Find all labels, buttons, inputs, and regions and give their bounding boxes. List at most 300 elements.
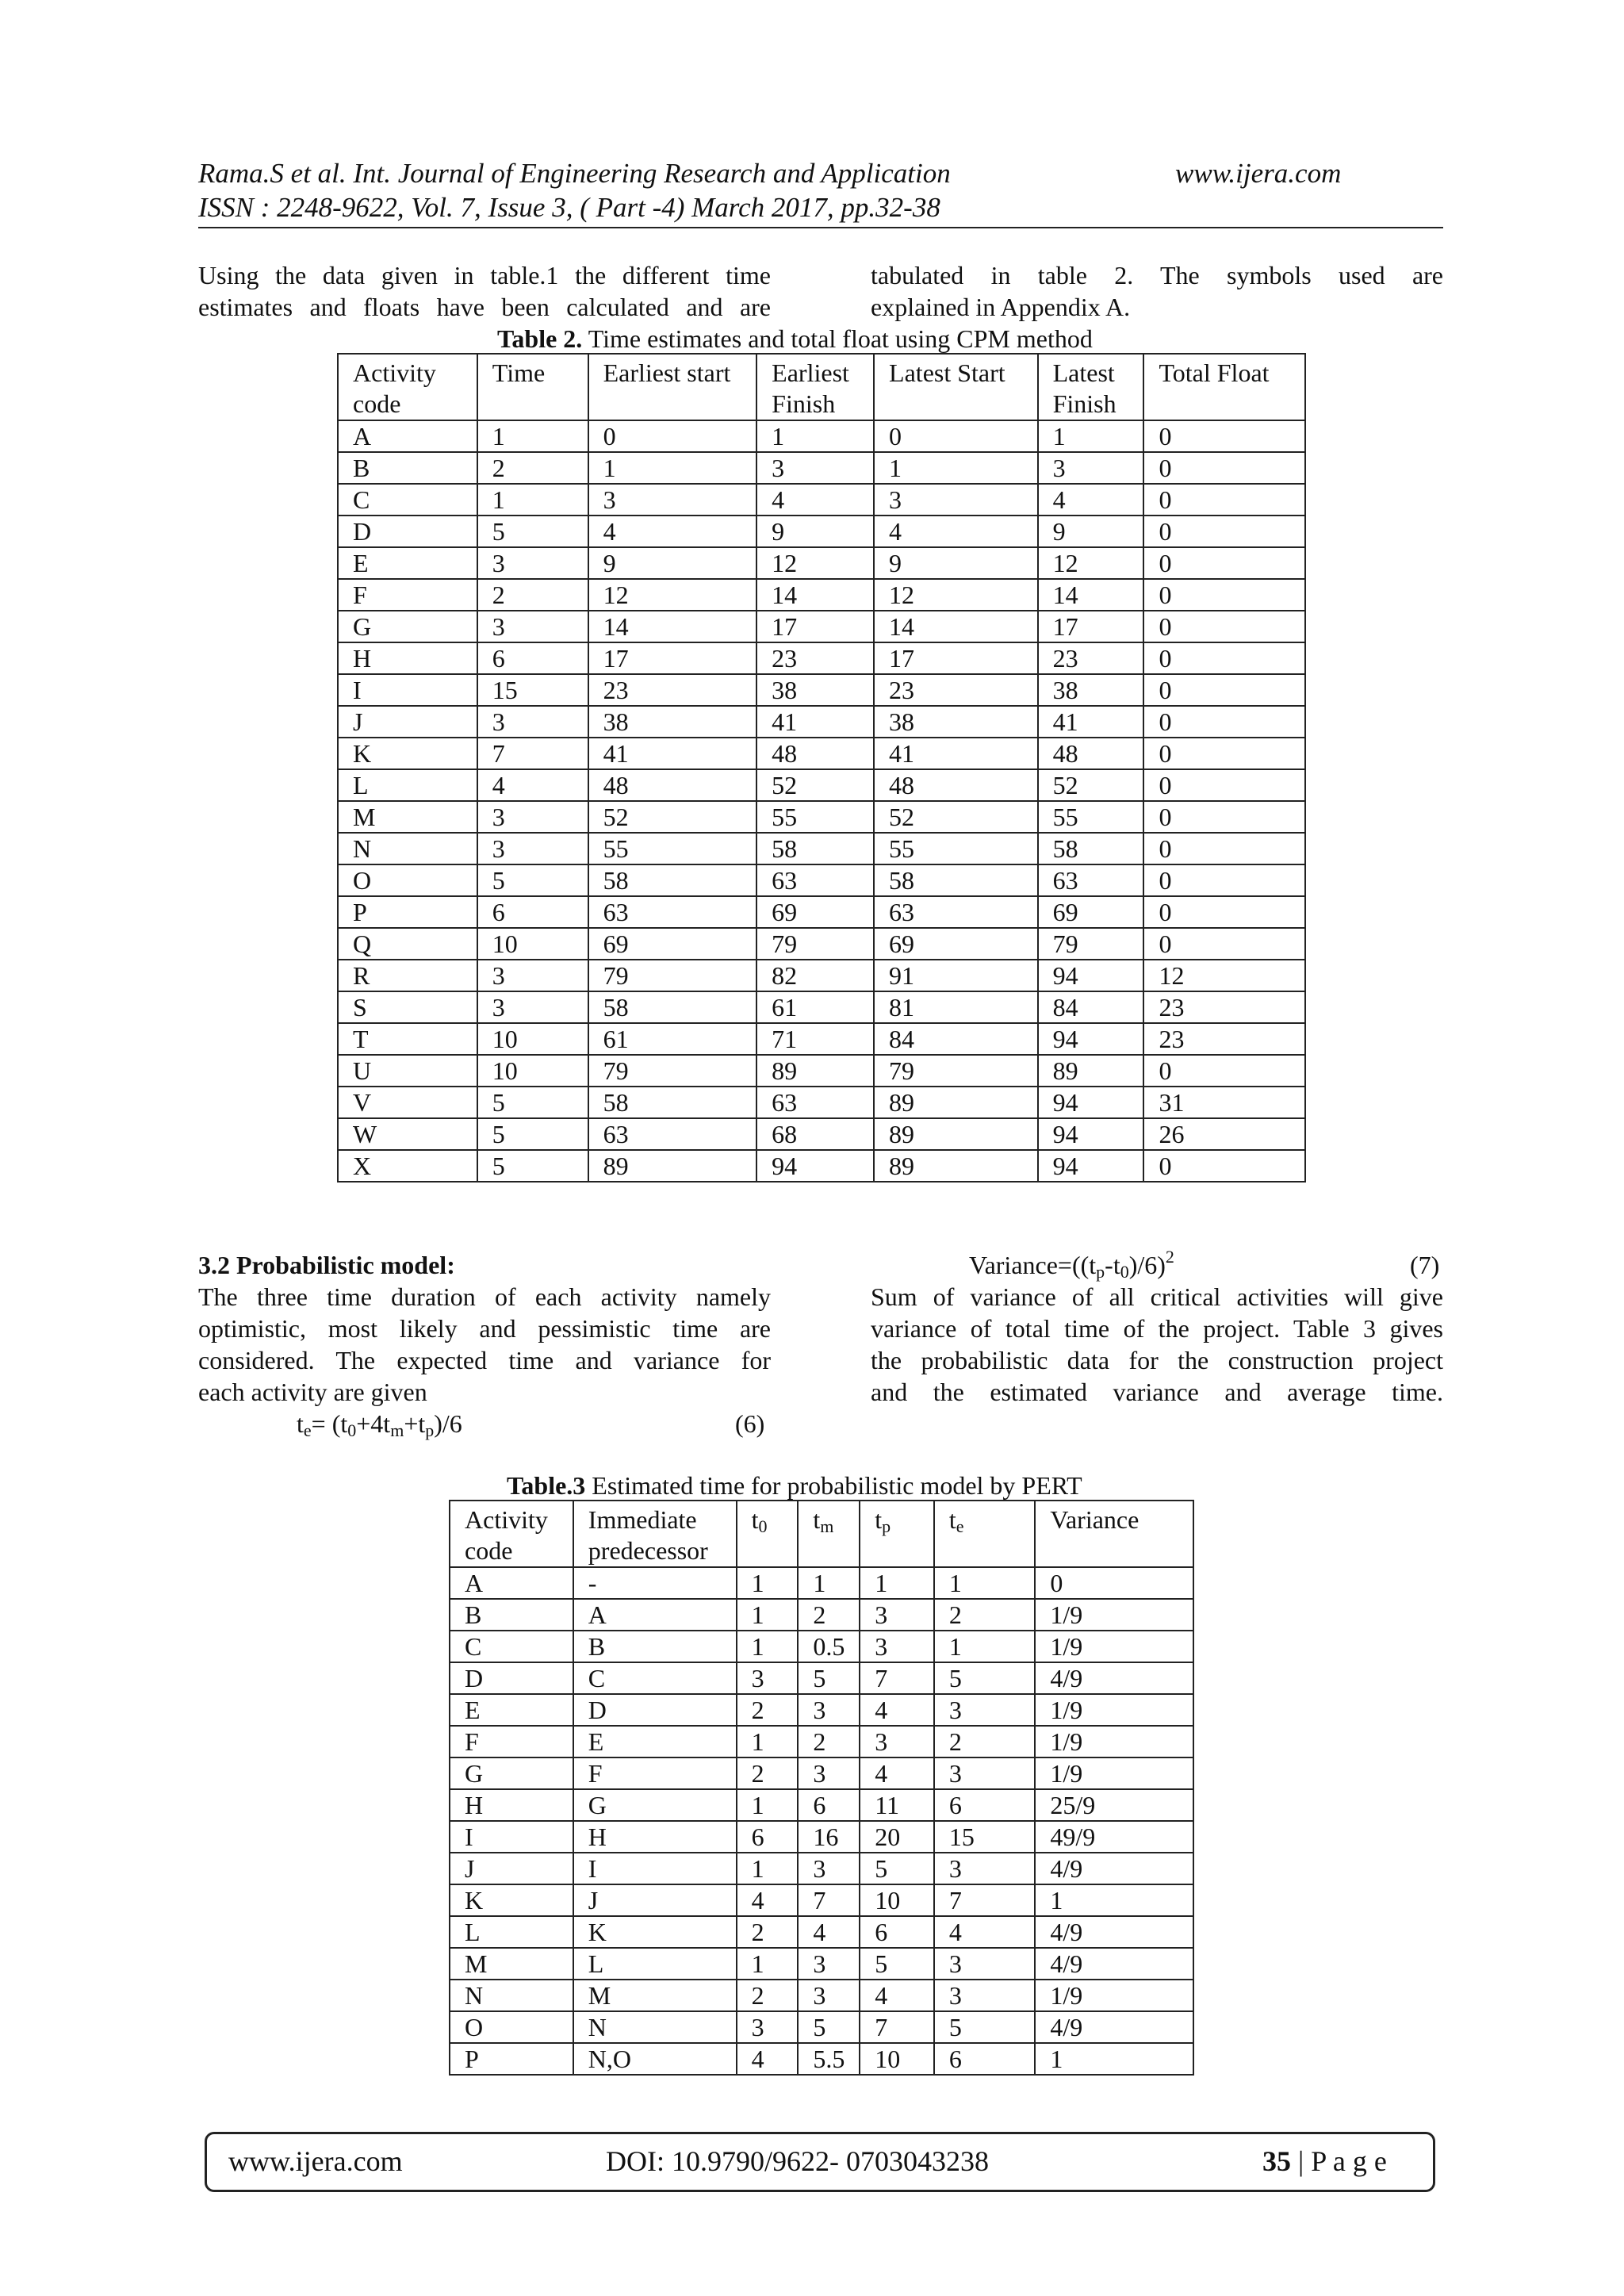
table3-cell: 3 <box>860 1631 934 1662</box>
table3-header-cell <box>1035 1501 1193 1567</box>
table2-cell: 12 <box>874 579 1038 611</box>
table2-cell: 3 <box>477 833 588 864</box>
table2-cell: 4 <box>477 769 588 801</box>
table3-cell: 2 <box>798 1726 860 1757</box>
header-text: Total Float <box>1159 358 1270 387</box>
table2-cell: V <box>338 1087 477 1118</box>
table2-cell: 10 <box>477 928 588 960</box>
table3-cell: F <box>450 1726 573 1757</box>
table2-cell: 63 <box>874 896 1038 928</box>
cpm-time-estimates-table <box>337 353 1306 1182</box>
table3-cell: 1/9 <box>1035 1631 1193 1662</box>
intro-left-column <box>198 259 771 323</box>
section-right-line: variance of total time of the project. Table 3 gives <box>871 1314 1443 1343</box>
table2-cell: R <box>338 960 477 991</box>
intro-left-line: estimates and floats have been calculated and are <box>198 293 771 321</box>
table2-cell: 14 <box>874 611 1038 642</box>
table3-cell: J <box>450 1853 573 1884</box>
table3-cell: 1 <box>737 1789 799 1821</box>
table3-caption <box>507 1470 1082 1501</box>
table3-row <box>450 1694 1193 1726</box>
header-text: Activity <box>465 1505 548 1534</box>
table2-cell: 3 <box>477 801 588 833</box>
table3-cell: N,O <box>573 2043 737 2075</box>
table2-cell: H <box>338 642 477 674</box>
table3-cell: 1 <box>737 1853 799 1884</box>
table2-cell: 69 <box>1038 896 1144 928</box>
section-right-line: the probabilistic data for the construction project <box>871 1346 1443 1374</box>
table3-cell: 25/9 <box>1035 1789 1193 1821</box>
table2-cell: 41 <box>1038 706 1144 738</box>
footer-doi: DOI: 10.9790/9622- 0703043238 <box>606 2145 989 2177</box>
table2-cell: 91 <box>874 960 1038 991</box>
table2-cell: 0 <box>1143 833 1305 864</box>
table3-cell: 3 <box>737 1662 799 1694</box>
table2-cell: 1 <box>874 452 1038 484</box>
table2-cell: 0 <box>1143 674 1305 706</box>
table3-cell: 1 <box>737 1726 799 1757</box>
table2-header-cell <box>1143 354 1305 420</box>
table2-row <box>338 1087 1305 1118</box>
table2-cell: 38 <box>1038 674 1144 706</box>
section-heading: 3.2 Probabilistic model: <box>198 1251 455 1279</box>
header-text: Latest Start <box>889 358 1005 387</box>
table2-row <box>338 579 1305 611</box>
table2-cell: 0 <box>1143 642 1305 674</box>
table2-cell: 52 <box>588 801 757 833</box>
eq7-part: -t <box>1105 1251 1120 1279</box>
pert-estimates-table <box>449 1500 1194 2076</box>
section-left-line: The three time duration of each activity namely <box>198 1282 771 1311</box>
table3-cell: 5 <box>934 1662 1036 1694</box>
table2-cell: 0 <box>1143 516 1305 547</box>
table3-cell: B <box>573 1631 737 1662</box>
table3-row <box>450 1599 1193 1631</box>
table2-row <box>338 738 1305 769</box>
section-left-line: each activity are given <box>198 1378 427 1406</box>
table2-cell: 23 <box>874 674 1038 706</box>
table2-cell: 12 <box>1143 960 1305 991</box>
table3-cell: K <box>450 1884 573 1916</box>
table2-cell: 79 <box>874 1055 1038 1087</box>
table3-cell: F <box>573 1757 737 1789</box>
table2-row <box>338 1150 1305 1182</box>
table3-cell: 2 <box>934 1726 1036 1757</box>
table3-cell: 4/9 <box>1035 1948 1193 1980</box>
table2-cell: 14 <box>588 611 757 642</box>
table2-cell: 55 <box>588 833 757 864</box>
table2-row <box>338 1023 1305 1055</box>
header-text: Earliest <box>772 358 849 387</box>
table2-cell: 0 <box>874 420 1038 452</box>
table3-row <box>450 1567 1193 1599</box>
table2-row <box>338 674 1305 706</box>
table3-cell: I <box>573 1853 737 1884</box>
table2-cell: 0 <box>1143 1150 1305 1182</box>
table2-cell: 12 <box>1038 547 1144 579</box>
table2-cell: 52 <box>874 801 1038 833</box>
table2-cell: 1 <box>477 484 588 516</box>
table2-cell: 6 <box>477 642 588 674</box>
table3-cell: 3 <box>798 1853 860 1884</box>
table3-cell: 7 <box>798 1884 860 1916</box>
table3-caption-text: Estimated time for probabilistic model by PERT <box>585 1471 1082 1500</box>
table3-cell: 3 <box>934 1694 1036 1726</box>
table3-cell: H <box>573 1821 737 1853</box>
table2-cell: 38 <box>874 706 1038 738</box>
table3-cell: 1 <box>934 1567 1036 1599</box>
table2-cell: 61 <box>756 991 874 1023</box>
table2-cell: 0 <box>588 420 757 452</box>
table3-cell: 5.5 <box>798 2043 860 2075</box>
journal-website[interactable]: www.ijera.com <box>1175 158 1342 189</box>
table2-cell: E <box>338 547 477 579</box>
table2-cell: 41 <box>588 738 757 769</box>
header-text: t <box>813 1505 821 1534</box>
table2-row <box>338 960 1305 991</box>
table2-cell: 58 <box>1038 833 1144 864</box>
table2-row <box>338 516 1305 547</box>
table2-cell: 58 <box>588 1087 757 1118</box>
table2-cell: 58 <box>756 833 874 864</box>
table2-cell: W <box>338 1118 477 1150</box>
table3-cell: 4 <box>737 1884 799 1916</box>
table2-cell: P <box>338 896 477 928</box>
table3-cell: 3 <box>934 1980 1036 2011</box>
table2-cell: 94 <box>1038 960 1144 991</box>
table3-cell: 0 <box>1035 1567 1193 1599</box>
table3-cell: 1/9 <box>1035 1757 1193 1789</box>
table3-cell: 2 <box>737 1694 799 1726</box>
header-text: Latest <box>1052 358 1115 387</box>
page-number: 35 <box>1262 2145 1291 2177</box>
table2-header-cell <box>588 354 757 420</box>
table2-caption-label: Table 2. <box>497 324 583 353</box>
table2-cell: 94 <box>756 1150 874 1182</box>
header-text: t <box>875 1505 883 1534</box>
table3-header-row <box>450 1501 1193 1567</box>
table2-cell: 5 <box>477 516 588 547</box>
table2-cell: 55 <box>874 833 1038 864</box>
table3-cell: 1 <box>934 1631 1036 1662</box>
intro-left-line: Using the data given in table.1 the different time <box>198 261 771 289</box>
table2-cell: 48 <box>588 769 757 801</box>
table2-cell: 23 <box>1143 1023 1305 1055</box>
table2-cell: 9 <box>588 547 757 579</box>
table3-row <box>450 1948 1193 1980</box>
table3-header-cell <box>737 1501 799 1567</box>
table2-row <box>338 420 1305 452</box>
table2-header-cell <box>756 354 874 420</box>
table3-cell: 10 <box>860 2043 934 2075</box>
table3-cell: 3 <box>860 1599 934 1631</box>
table2-row <box>338 1118 1305 1150</box>
table2-cell: 17 <box>588 642 757 674</box>
table3-row <box>450 1757 1193 1789</box>
table2-cell: B <box>338 452 477 484</box>
table3-cell: 5 <box>798 2011 860 2043</box>
table3-cell: - <box>573 1567 737 1599</box>
table3-cell: A <box>573 1599 737 1631</box>
eq6-part: = (t <box>311 1409 348 1438</box>
table3-cell: C <box>573 1662 737 1694</box>
table2-cell: 79 <box>588 1055 757 1087</box>
table3-cell: 3 <box>737 2011 799 2043</box>
table2-cell: 48 <box>756 738 874 769</box>
table3-cell: M <box>573 1980 737 2011</box>
table2-cell: 3 <box>874 484 1038 516</box>
header-text: Earliest start <box>603 358 731 387</box>
table3-cell: 1 <box>737 1948 799 1980</box>
table2-cell: 3 <box>588 484 757 516</box>
table3-cell: 4 <box>934 1916 1036 1948</box>
table3-row <box>450 1726 1193 1757</box>
table2-cell: 17 <box>756 611 874 642</box>
table2-cell: 10 <box>477 1023 588 1055</box>
table3-cell: 7 <box>860 1662 934 1694</box>
table2-cell: 2 <box>477 579 588 611</box>
header-text: Activity <box>353 358 436 387</box>
table2-cell: F <box>338 579 477 611</box>
table2-cell: 14 <box>756 579 874 611</box>
eq6-lhs-sub: e <box>303 1420 312 1440</box>
table2-row <box>338 642 1305 674</box>
table3-cell: B <box>450 1599 573 1631</box>
section-right-line: Sum of variance of all critical activities will give <box>871 1282 1443 1311</box>
intro-right-column <box>871 259 1443 323</box>
table3-cell: 3 <box>860 1726 934 1757</box>
header-text: Immediate <box>588 1505 697 1534</box>
probabilistic-model-left-column <box>198 1249 771 1408</box>
table2-cell: 0 <box>1143 864 1305 896</box>
table3-cell: 1 <box>737 1631 799 1662</box>
table2-cell: 38 <box>588 706 757 738</box>
table3-cell: E <box>573 1726 737 1757</box>
table3-cell: N <box>573 2011 737 2043</box>
table2-cell: 23 <box>756 642 874 674</box>
table2-cell: 52 <box>1038 769 1144 801</box>
table3-cell: 2 <box>798 1599 860 1631</box>
table3-cell: 6 <box>934 1789 1036 1821</box>
table2-cell: 3 <box>477 991 588 1023</box>
table2-cell: J <box>338 706 477 738</box>
table3-cell: I <box>450 1821 573 1853</box>
equation-7 <box>969 1249 1174 1281</box>
table3-cell: P <box>450 2043 573 2075</box>
table2-row <box>338 991 1305 1023</box>
table3-cell: J <box>573 1884 737 1916</box>
table2-cell: 5 <box>477 1150 588 1182</box>
table2-cell: D <box>338 516 477 547</box>
equation-6 <box>297 1408 462 1439</box>
table3-caption-label: Table.3 <box>507 1471 586 1500</box>
header-text: Time <box>492 358 546 387</box>
eq6-part: )/6 <box>434 1409 462 1438</box>
table2-row <box>338 452 1305 484</box>
header-text: code <box>353 389 401 418</box>
table2-cell: 26 <box>1143 1118 1305 1150</box>
table2-cell: O <box>338 864 477 896</box>
table2-cell: 9 <box>1038 516 1144 547</box>
table3-cell: 1 <box>737 1567 799 1599</box>
table2-cell: 0 <box>1143 452 1305 484</box>
table3-cell: K <box>573 1916 737 1948</box>
table3-cell: 4 <box>860 1694 934 1726</box>
table2-row <box>338 706 1305 738</box>
table3-cell: 1/9 <box>1035 1694 1193 1726</box>
table2-header-cell <box>338 354 477 420</box>
table3-row <box>450 1789 1193 1821</box>
table2-cell: L <box>338 769 477 801</box>
table2-cell: 48 <box>874 769 1038 801</box>
table2-cell: 14 <box>1038 579 1144 611</box>
table2-cell: Q <box>338 928 477 960</box>
table3-cell: 1 <box>1035 2043 1193 2075</box>
table3-cell: 3 <box>934 1757 1036 1789</box>
table2-cell: 0 <box>1143 706 1305 738</box>
table2-cell: 1 <box>477 420 588 452</box>
eq7-sup: 2 <box>1165 1247 1174 1267</box>
table2-cell: 4 <box>1038 484 1144 516</box>
table2-cell: 89 <box>874 1118 1038 1150</box>
eq7-sub: p <box>1096 1262 1105 1282</box>
eq6-sub: p <box>425 1420 435 1440</box>
table2-cell: 4 <box>588 516 757 547</box>
table3-cell: C <box>450 1631 573 1662</box>
eq6-sub: 0 <box>347 1420 357 1440</box>
table2-cell: 58 <box>588 991 757 1023</box>
table3-cell: 1 <box>798 1567 860 1599</box>
table3-cell: 4 <box>737 2043 799 2075</box>
header-text: t <box>948 1505 956 1534</box>
table2-cell: U <box>338 1055 477 1087</box>
table2-cell: S <box>338 991 477 1023</box>
table2-cell: 48 <box>1038 738 1144 769</box>
table2-cell: 41 <box>756 706 874 738</box>
table2-cell: 9 <box>874 547 1038 579</box>
eq6-part: +4t <box>356 1409 391 1438</box>
table2-cell: 89 <box>874 1150 1038 1182</box>
table3-cell: 5 <box>798 1662 860 1694</box>
table3-cell: 2 <box>737 1980 799 2011</box>
header-text: t <box>751 1505 759 1534</box>
table3-cell: 3 <box>934 1853 1036 1884</box>
table2-cell: 84 <box>1038 991 1144 1023</box>
table3-cell: 1 <box>737 1599 799 1631</box>
table3-cell: 10 <box>860 1884 934 1916</box>
table2-cell: 94 <box>1038 1023 1144 1055</box>
table3-cell: D <box>450 1662 573 1694</box>
table3-cell: D <box>573 1694 737 1726</box>
table3-cell: 5 <box>934 2011 1036 2043</box>
table2-cell: 31 <box>1143 1087 1305 1118</box>
section-left-line: optimistic, most likely and pessimistic time are <box>198 1314 771 1343</box>
table3-cell: 11 <box>860 1789 934 1821</box>
table2-cell: 6 <box>477 896 588 928</box>
table2-cell: 79 <box>756 928 874 960</box>
table3-cell: O <box>450 2011 573 2043</box>
eq6-part: +t <box>404 1409 426 1438</box>
table2-cell: 0 <box>1143 579 1305 611</box>
table3-row <box>450 1916 1193 1948</box>
table2-row <box>338 896 1305 928</box>
header-text: Finish <box>772 389 836 418</box>
page-suffix: | P a g e <box>1291 2145 1387 2177</box>
table3-cell: H <box>450 1789 573 1821</box>
table2-cell: 69 <box>756 896 874 928</box>
table3-cell: 1/9 <box>1035 1980 1193 2011</box>
table2-cell: K <box>338 738 477 769</box>
table3-cell: 1/9 <box>1035 1599 1193 1631</box>
table3-cell: 4/9 <box>1035 1662 1193 1694</box>
footer-website[interactable]: www.ijera.com <box>228 2145 403 2177</box>
table3-cell: 2 <box>737 1757 799 1789</box>
table2-cell: 79 <box>588 960 757 991</box>
table2-cell: 15 <box>477 674 588 706</box>
table2-row <box>338 801 1305 833</box>
header-sub: 0 <box>758 1516 768 1536</box>
table3-cell: 2 <box>934 1599 1036 1631</box>
table2-cell: 89 <box>588 1150 757 1182</box>
table2-row <box>338 611 1305 642</box>
header-rule <box>198 227 1443 228</box>
journal-citation: Rama.S et al. Int. Journal of Engineering Research and Application <box>198 158 951 189</box>
table2-cell: 5 <box>477 1087 588 1118</box>
table3-cell: 1/9 <box>1035 1726 1193 1757</box>
section-left-line: considered. The expected time and variance for <box>198 1346 771 1374</box>
table2-cell: 89 <box>1038 1055 1144 1087</box>
table3-header-cell <box>573 1501 737 1567</box>
table2-cell: 5 <box>477 864 588 896</box>
table2-row <box>338 484 1305 516</box>
table2-cell: A <box>338 420 477 452</box>
table2-cell: 5 <box>477 1118 588 1150</box>
table2-header-row <box>338 354 1305 420</box>
header-sub: e <box>956 1516 964 1536</box>
table2-cell: 17 <box>1038 611 1144 642</box>
table2-row <box>338 928 1305 960</box>
table2-cell: 4 <box>874 516 1038 547</box>
table2-cell: 94 <box>1038 1087 1144 1118</box>
header-sub: m <box>820 1516 834 1536</box>
table2-cell: 81 <box>874 991 1038 1023</box>
table3-cell: 1 <box>1035 1884 1193 1916</box>
issn-line: ISSN : 2248-9622, Vol. 7, Issue 3, ( Part -4) March 2017, pp.32-38 <box>198 192 940 223</box>
intro-right-line: explained in Appendix A. <box>871 293 1131 321</box>
table2-cell: 0 <box>1143 420 1305 452</box>
table3-cell: 4/9 <box>1035 1853 1193 1884</box>
table2-cell: 10 <box>477 1055 588 1087</box>
table3-cell: 6 <box>798 1789 860 1821</box>
table3-cell: N <box>450 1980 573 2011</box>
table2-cell: 0 <box>1143 896 1305 928</box>
table2-cell: 0 <box>1143 928 1305 960</box>
table3-row <box>450 2011 1193 2043</box>
table2-row <box>338 1055 1305 1087</box>
table2-cell: 2 <box>477 452 588 484</box>
table2-caption-text: Time estimates and total float using CPM method <box>582 324 1093 353</box>
table2-cell: I <box>338 674 477 706</box>
table2-cell: 4 <box>756 484 874 516</box>
header-text: Finish <box>1052 389 1116 418</box>
table2-header-cell <box>477 354 588 420</box>
table3-cell: 3 <box>798 1980 860 2011</box>
table2-cell: 61 <box>588 1023 757 1055</box>
table2-cell: 58 <box>588 864 757 896</box>
table2-cell: 23 <box>1143 991 1305 1023</box>
table3-cell: 15 <box>934 1821 1036 1853</box>
table2-cell: 55 <box>756 801 874 833</box>
